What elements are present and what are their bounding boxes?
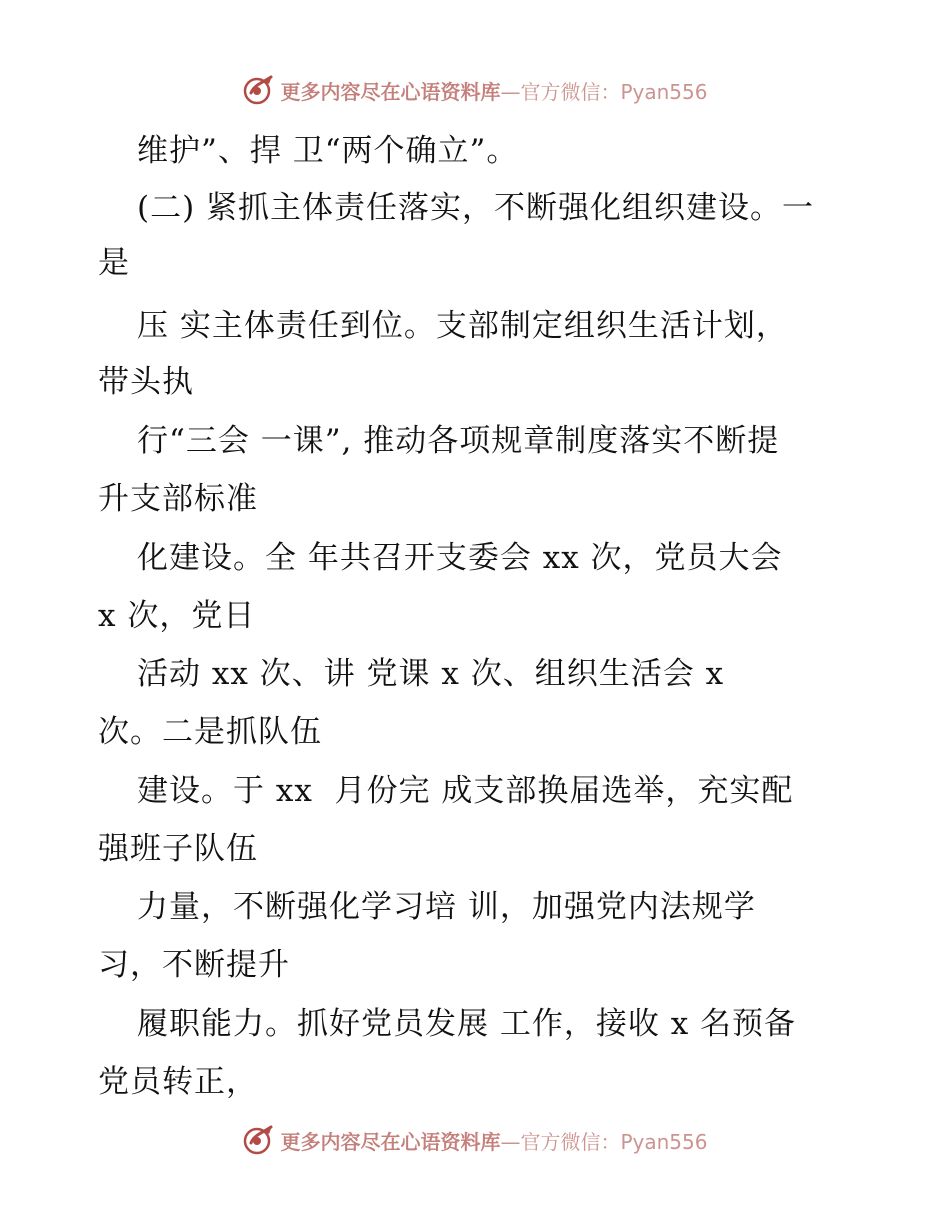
text-line: 是 [98, 245, 130, 281]
footer-watermark [0, 1120, 950, 1160]
text-line: 行“三会 一课”, 推动各项规章制度落实不断提 [137, 423, 780, 459]
watermark-brand: 更多内容尽在心语资料库 [280, 1129, 501, 1154]
text-line: 强班子队伍 [98, 831, 258, 867]
watermark-contact: —官方微信：Pyan556 [500, 1129, 708, 1154]
text-line: 化建设。全 年共召开支委会 xx 次，党员大会 [137, 540, 783, 576]
watermark-brand: 更多内容尽在心语资料库 [280, 79, 501, 104]
text-line: 力量，不断强化学习培 训，加强党内法规学 [137, 889, 756, 925]
text-line: 党员转正， [98, 1064, 258, 1100]
text-line: 建设。于 xx 月份完 成支部换届选举，充实配 [137, 773, 794, 809]
text-line: 次。二是抓队伍 [98, 714, 322, 750]
text-line: 履职能力。抓好党员发展 工作，接收 x 名预备 [137, 1006, 797, 1042]
text-line: 活动 xx 次、讲 党课 x 次、组织生活会 x [137, 656, 725, 692]
watermark-contact: —官方微信：Pyan556 [500, 79, 708, 104]
watermark-text [280, 1126, 707, 1155]
text-line: 习，不断提升 [98, 947, 290, 983]
text-line: x 次，党日 [98, 598, 256, 634]
text-line: 带头执 [98, 364, 194, 400]
watermark-logo-icon [242, 1123, 276, 1157]
text-line: (二) 紧抓主体责任落实，不断强化组织建设。一 [137, 190, 815, 226]
text-line: 压 实主体责任到位。支部制定组织生活计划， [137, 308, 788, 344]
text-line: 升支部标准 [98, 481, 258, 517]
text-line: 维护”、捍 卫“两个确立”。 [137, 133, 519, 169]
